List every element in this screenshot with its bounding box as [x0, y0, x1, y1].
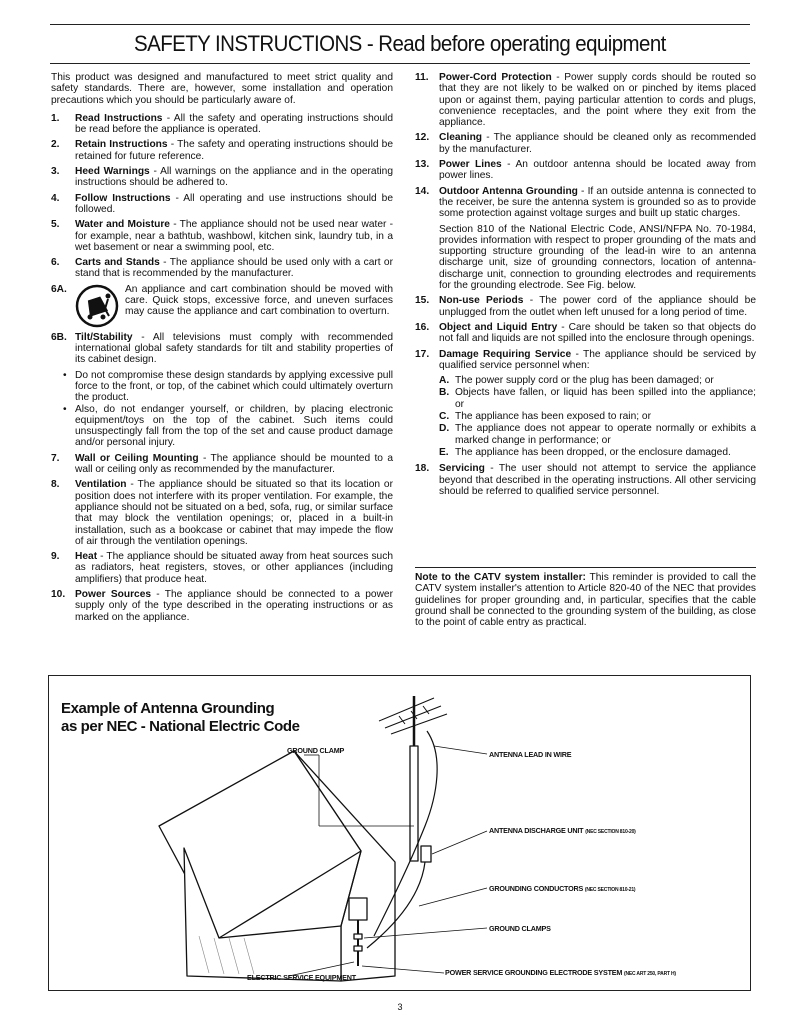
item-heading: Wall or Ceiling Mounting [75, 452, 199, 464]
item-number: 10. [51, 588, 66, 600]
label-power-service: POWER SERVICE GROUNDING ELECTRODE SYSTEM (NEC ART 250, PART H) [445, 968, 676, 977]
sub-item: E. The appliance has been dropped, or the enclosure damaged. [439, 446, 731, 458]
item-text: - The power cord of the appliance should be unplugged from the outlet when left unused for a long period of time. [439, 295, 756, 318]
item-text: - The appliance should not be used near water - for example, near a bathtub, washbowl, kitchen sink, laundry tub, in a wet basement or near a swimming pool, etc. [75, 219, 393, 253]
item-number: 5. [51, 219, 60, 231]
item-text: - The appliance should be serviced by qualified service personnel when: [439, 348, 756, 371]
instruction-item [51, 113, 393, 136]
instruction-item [415, 295, 756, 318]
instruction-item [51, 166, 393, 189]
item-number: 6. [51, 257, 60, 269]
sub-item: D. The appliance does not appear to operate normally or exhibits a marked change in performance; or [439, 423, 756, 446]
instruction-item [51, 589, 393, 623]
label-antenna-lead: ANTENNA LEAD IN WIRE [489, 750, 572, 759]
instruction-item [51, 219, 393, 253]
item-text: - Care should be taken so that objects do not fall and liquids are not spilled into the enclosure through openings. [439, 321, 756, 345]
item-heading: Read Instructions [75, 112, 163, 124]
instruction-item [51, 193, 393, 216]
item-text: - The user should not attempt to service the appliance beyond that described in the operating instructions. All other servicing should be referred to qualified service personnel. [439, 463, 756, 497]
instruction-list-1 [51, 113, 393, 280]
item-number: 1. [51, 112, 60, 124]
item-number: 13. [415, 159, 430, 171]
intro-paragraph: This product was designed and manufactured to meet strict quality and safety standards. There are, however, some installation and operation precautions which you should be particularly aware of. [51, 72, 393, 106]
item-heading: Tilt/Stability [75, 331, 133, 343]
item-heading: Retain Instructions [75, 139, 168, 151]
item-text: - Power supply cords should be routed so that they are not likely to be walked on or pinched by items placed upon or against them, paying particular attention to cords and plugs, convenience receptacles, and the point where they exit from the appliance. [439, 72, 756, 129]
item-6a [51, 284, 393, 328]
item-text: - All warnings on the appliance and in the operating instructions should be adhered to. [75, 166, 393, 189]
item-number: 18. [415, 463, 430, 475]
figure-title [61, 700, 300, 736]
instruction-item [415, 159, 756, 182]
label-ground-clamp: GROUND CLAMP [287, 746, 345, 755]
item-number: 2. [51, 139, 60, 151]
item-number: 6B. [51, 331, 67, 343]
item-number: 8. [51, 479, 60, 491]
instruction-list-4 [415, 295, 756, 371]
bullet-item: • Do not compromise these design standards by applying excessive pull force to the front, or top, of the cabinet which could ultimately overturn the product. [63, 369, 393, 404]
mast-bracket [410, 746, 418, 861]
item-heading: Carts and Stands [75, 257, 160, 269]
item-heading: Ventilation [75, 479, 127, 491]
item-text: - The appliance should be situated away from heat sources such as radiators, heat registers, stoves, or other appliances (including amplifiers) that produce heat. [75, 551, 393, 585]
item-number: 4. [51, 192, 60, 204]
antenna-grounding-figure [48, 675, 751, 991]
item-number: 16. [415, 321, 430, 333]
item-heading: Heat [75, 551, 98, 563]
bullet-item: • Also, do not endanger yourself, or children, by placing electronic equipment/toys on the top of the cabinet. Such items could unsuspectingly fall from the top of the set and cause product damage and/or personal injury. [63, 403, 393, 449]
item-6b-bullets [51, 370, 393, 449]
instruction-item [51, 479, 393, 547]
cart-tipover-warning-icon [75, 284, 125, 328]
item-number: 12. [415, 132, 430, 144]
item-number: 11. [415, 72, 429, 83]
instruction-item [415, 132, 756, 155]
item-6b [51, 332, 393, 366]
item-heading: Follow Instructions [75, 192, 171, 204]
instruction-item [415, 322, 756, 345]
item-heading: Cleaning [439, 132, 483, 144]
item-text: - The appliance should be used only with a cart or stand that is recommended by the manufacturer. [75, 257, 393, 280]
item-heading: Power Sources [75, 588, 152, 600]
instruction-item [51, 257, 393, 280]
item-text: - If an outside antenna is connected to the receiver, be sure the antenna system is grounded so as to provide some protection against voltage surges and built up static charges. [439, 185, 757, 220]
instruction-item [415, 186, 756, 220]
instruction-item [51, 551, 393, 585]
electric-service-box [349, 898, 367, 920]
item-text: - The appliance should be cleaned only as recommended by the manufacturer. [439, 132, 756, 155]
item-text: - The appliance should be mounted to a wall or ceiling only as recommended by the manufacturer. [75, 452, 393, 476]
item-heading: Power-Cord Protection [439, 72, 552, 83]
item-heading: Non-use Periods [439, 295, 524, 307]
page-title: SAFETY INSTRUCTIONS - Read before operating equipment [134, 31, 666, 56]
item-number: 6A. [51, 283, 67, 295]
instruction-item [51, 139, 393, 162]
item-heading: Heed Warnings [75, 166, 150, 178]
instruction-list-2 [51, 453, 393, 623]
left-column [51, 72, 393, 627]
instruction-list-3 [415, 72, 756, 220]
item-heading: Damage Requiring Service [439, 348, 572, 360]
item-14-extra: Section 810 of the National Electric Code, ANSI/NFPA No. 70-1984, provides information with respect to proper grounding of the mats and supporting structure grounding of the lead-in wire to an antenna discharge unit, size of grounding connectors, location of antenna-discharge unit, connection to grounding electrodes and requirements for the grounding electrode. See Fig. below. [439, 223, 756, 292]
sub-item: B. Objects have fallen, or liquid has been spilled into the appliance; or [439, 387, 756, 410]
item-heading: Power Lines [439, 159, 502, 171]
instruction-item [415, 349, 756, 372]
label-ground-clamps: GROUND CLAMPS [489, 924, 551, 933]
item-heading: Water and Moisture [75, 219, 170, 231]
item-heading: Servicing [439, 463, 485, 475]
item-number: 7. [51, 452, 60, 464]
item-heading: Object and Liquid Entry [439, 321, 558, 333]
figure-title-line-1: Example of Antenna Grounding [61, 700, 275, 717]
note-text: This reminder is provided to call the CATV system installer's attention to Article 820-40 of the NEC that provides guidelines for proper grounding and, in particular, specifies that the cable ground shall be connected to the grounding system of the building, as close to the point of cable entry as practical. [415, 572, 756, 629]
item-number: 17. [415, 348, 430, 360]
catv-note [415, 567, 756, 628]
item-number: 3. [51, 166, 60, 178]
instruction-item [415, 72, 756, 128]
item-text: - All operating and use instructions should be followed. [75, 192, 393, 215]
item-text: - An outdoor antenna should be located away from power lines. [439, 159, 756, 182]
note-heading: Note to the CATV system installer: [415, 572, 586, 583]
item-6a-text: An appliance and cart combination should be moved with care. Quick stops, excessive force, and uneven surfaces may cause the appliance and cart combination to overturn. [125, 283, 393, 318]
label-grounding-conductors: GROUNDING CONDUCTORS (NEC SECTION 810-21) [489, 884, 636, 893]
figure-title-line-2: as per NEC - National Electric Code [61, 718, 300, 735]
label-electric-service: ELECTRIC SERVICE EQUIPMENT [247, 973, 356, 982]
right-column [415, 72, 756, 501]
sub-item: C. The appliance has been exposed to rain; or [439, 411, 651, 423]
item-text: - All the safety and operating instructions should be read before the appliance is operated. [75, 112, 393, 136]
page-number: 3 [397, 1002, 403, 1012]
item-number: 9. [51, 551, 60, 563]
discharge-unit [421, 846, 431, 862]
item-17-subitems [415, 375, 756, 458]
item-text: - The safety and operating instructions should be retained for future reference. [75, 139, 393, 162]
item-number: 15. [415, 295, 430, 307]
instruction-item [51, 453, 393, 476]
sub-item: A. The power supply cord or the plug has been damaged; or [439, 375, 714, 387]
label-discharge-unit: ANTENNA DISCHARGE UNIT (NEC SECTION 810-20) [489, 826, 636, 835]
item-text: - All televisions must comply with recommended international global safety standards for tilt and stability properties of its cabinet design. [75, 331, 393, 366]
item-text: - The appliance should be situated so that its location or position does not interfere with its proper ventilation. For example, the appliance should not be situated on a bed, sofa, rug, or similar surface that may block the ventilation openings; or, placed in a built-in installation, such as a bookcase or cabinet that may impede the flow of air through the ventilation openings. [75, 479, 393, 547]
page-header [50, 24, 750, 64]
item-number: 14. [415, 185, 430, 197]
item-18 [415, 463, 756, 497]
item-heading: Outdoor Antenna Grounding [439, 185, 578, 197]
item-text: - The appliance should be connected to a power supply only of the type described in the operating instructions or as marked on the appliance. [75, 588, 393, 623]
